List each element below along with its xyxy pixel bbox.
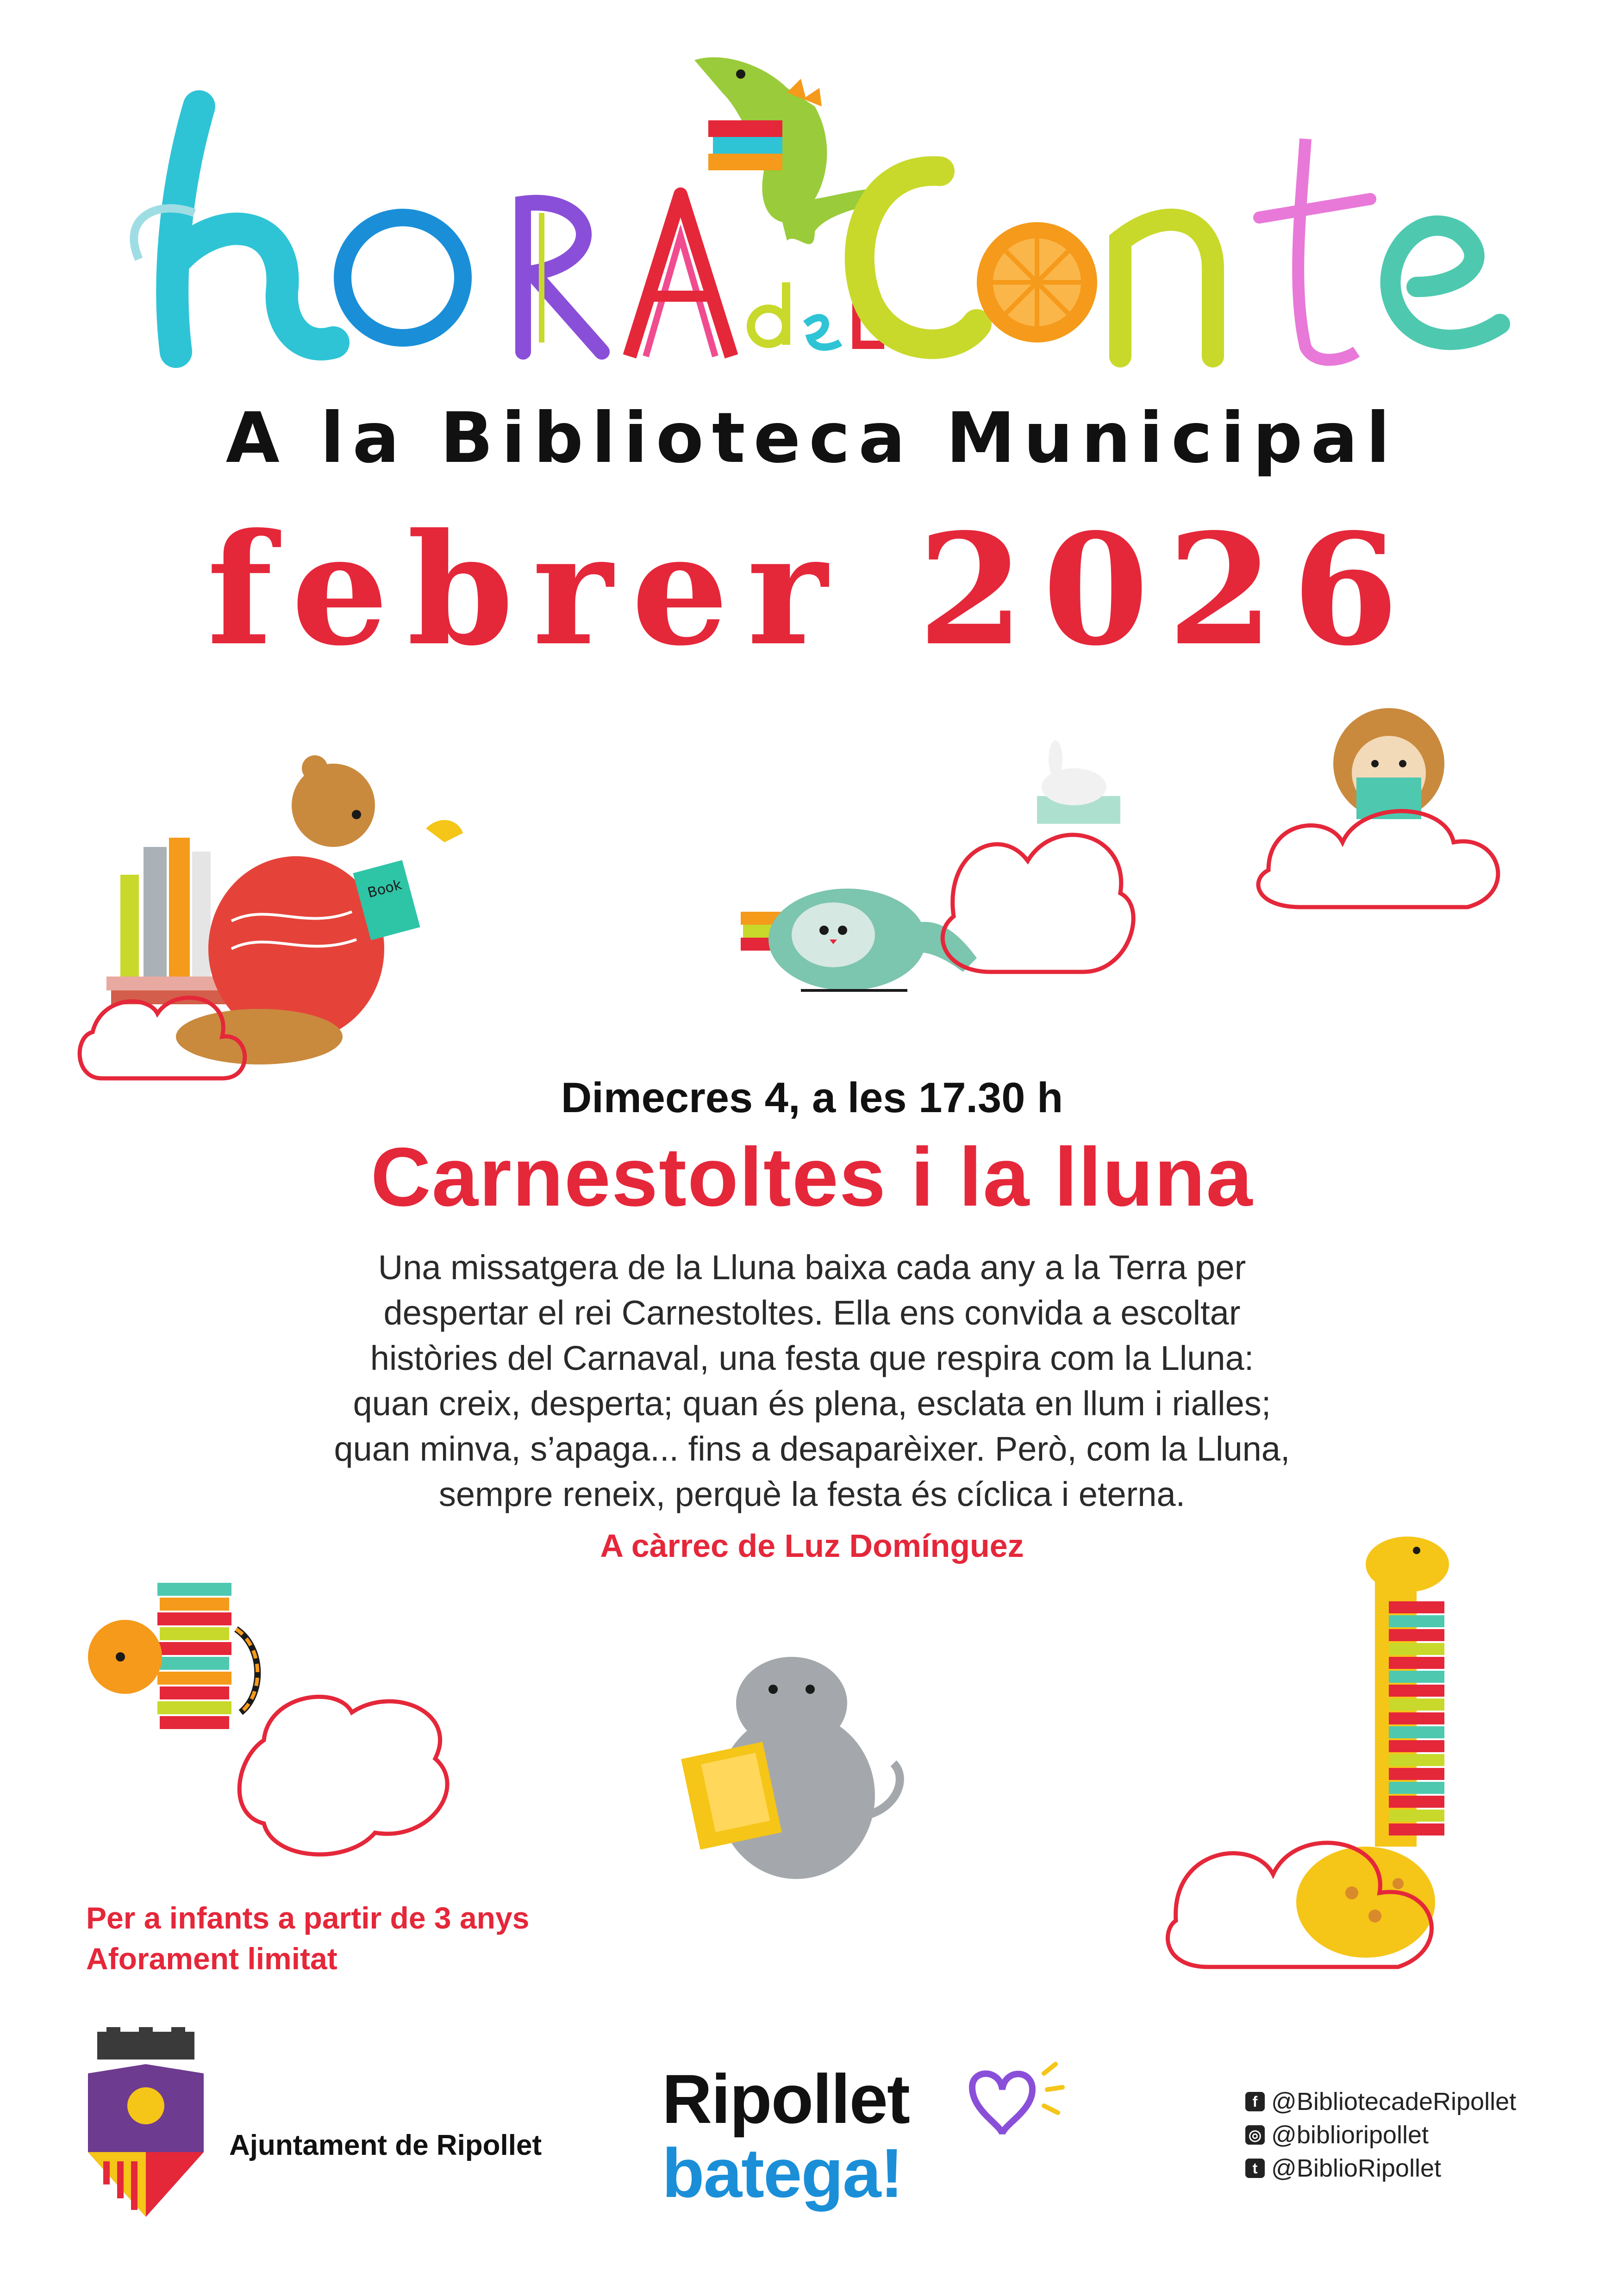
description-line: històries del Carnaval, una festa que respira com la Lluna: (370, 1339, 1254, 1377)
social-facebook[interactable] (1245, 2085, 1516, 2118)
social-handle: @BibliotecadeRipollet (1271, 2088, 1517, 2116)
social-handle: @BiblioRipollet (1271, 2154, 1441, 2182)
council-coat-of-arms (79, 2027, 213, 2221)
giraffe-books-illustration (1157, 1523, 1555, 2009)
social-handle: @biblioripollet (1271, 2121, 1429, 2149)
event-title: Carnestoltes i la lluna (370, 1131, 1254, 1224)
capacity-note: Aforament limitat (86, 1941, 337, 1976)
description-line: Una missatgera de la Lluna baixa cada any a la Terra per (378, 1248, 1246, 1287)
letter-o-orange (977, 222, 1097, 342)
social-twitter[interactable] (1245, 2152, 1516, 2185)
event-description (280, 1245, 1344, 1517)
council-name: Ajuntament de Ripollet (229, 2129, 542, 2161)
twitter-icon: t (1245, 2159, 1265, 2178)
instagram-icon: ◎ (1245, 2125, 1265, 2145)
subtitle: A la Biblioteca Municipal (225, 398, 1399, 479)
letter-c (860, 171, 977, 344)
svg-text:Book: Book (366, 877, 404, 902)
audience-age: Per a infants a partir de 3 anys (86, 1901, 530, 1935)
letter-e (1391, 225, 1500, 340)
campaign-word-batega: batega! (662, 2134, 903, 2212)
heart-icon (940, 2055, 1069, 2147)
title-lettering (0, 0, 1624, 463)
event-host: A càrrec de Luz Domínguez (600, 1528, 1024, 1564)
bear-reading-illustration (74, 736, 491, 1088)
letter-n (1120, 220, 1213, 356)
description-line: quan creix, desperta; quan és plena, esclata en llum i rialles; (353, 1384, 1271, 1423)
letter-r (523, 203, 602, 352)
letter-t (1259, 139, 1370, 360)
facebook-icon: f (1245, 2092, 1265, 2111)
letter-h (134, 106, 333, 352)
description-line: sempre reneix, perquè la festa és cíclica i eterna. (438, 1475, 1186, 1513)
audience-info (86, 1898, 529, 1979)
description-line: quan minva, s’apaga... fins a desaparèixer. Però, com la Lluna, (334, 1430, 1290, 1468)
description-line: despertar el rei Carnestoltes. Ella ens convida a escoltar (383, 1294, 1241, 1332)
letter-a (630, 194, 731, 356)
hippo-reading-illustration (676, 1648, 926, 1888)
event-date: Dimecres 4, a les 17.30 h (561, 1074, 1063, 1121)
month-heading: febrer 2026 (207, 500, 1417, 679)
social-instagram[interactable] (1245, 2118, 1516, 2152)
campaign-word-ripollet: Ripollet (662, 2060, 909, 2138)
social-links (1245, 2085, 1516, 2185)
tiger-books-illustration (69, 1574, 486, 1879)
campaign-logo (662, 2062, 909, 2210)
hedgehog-illustration (1250, 694, 1518, 953)
sloth-sleeping-illustration (731, 740, 1139, 1027)
